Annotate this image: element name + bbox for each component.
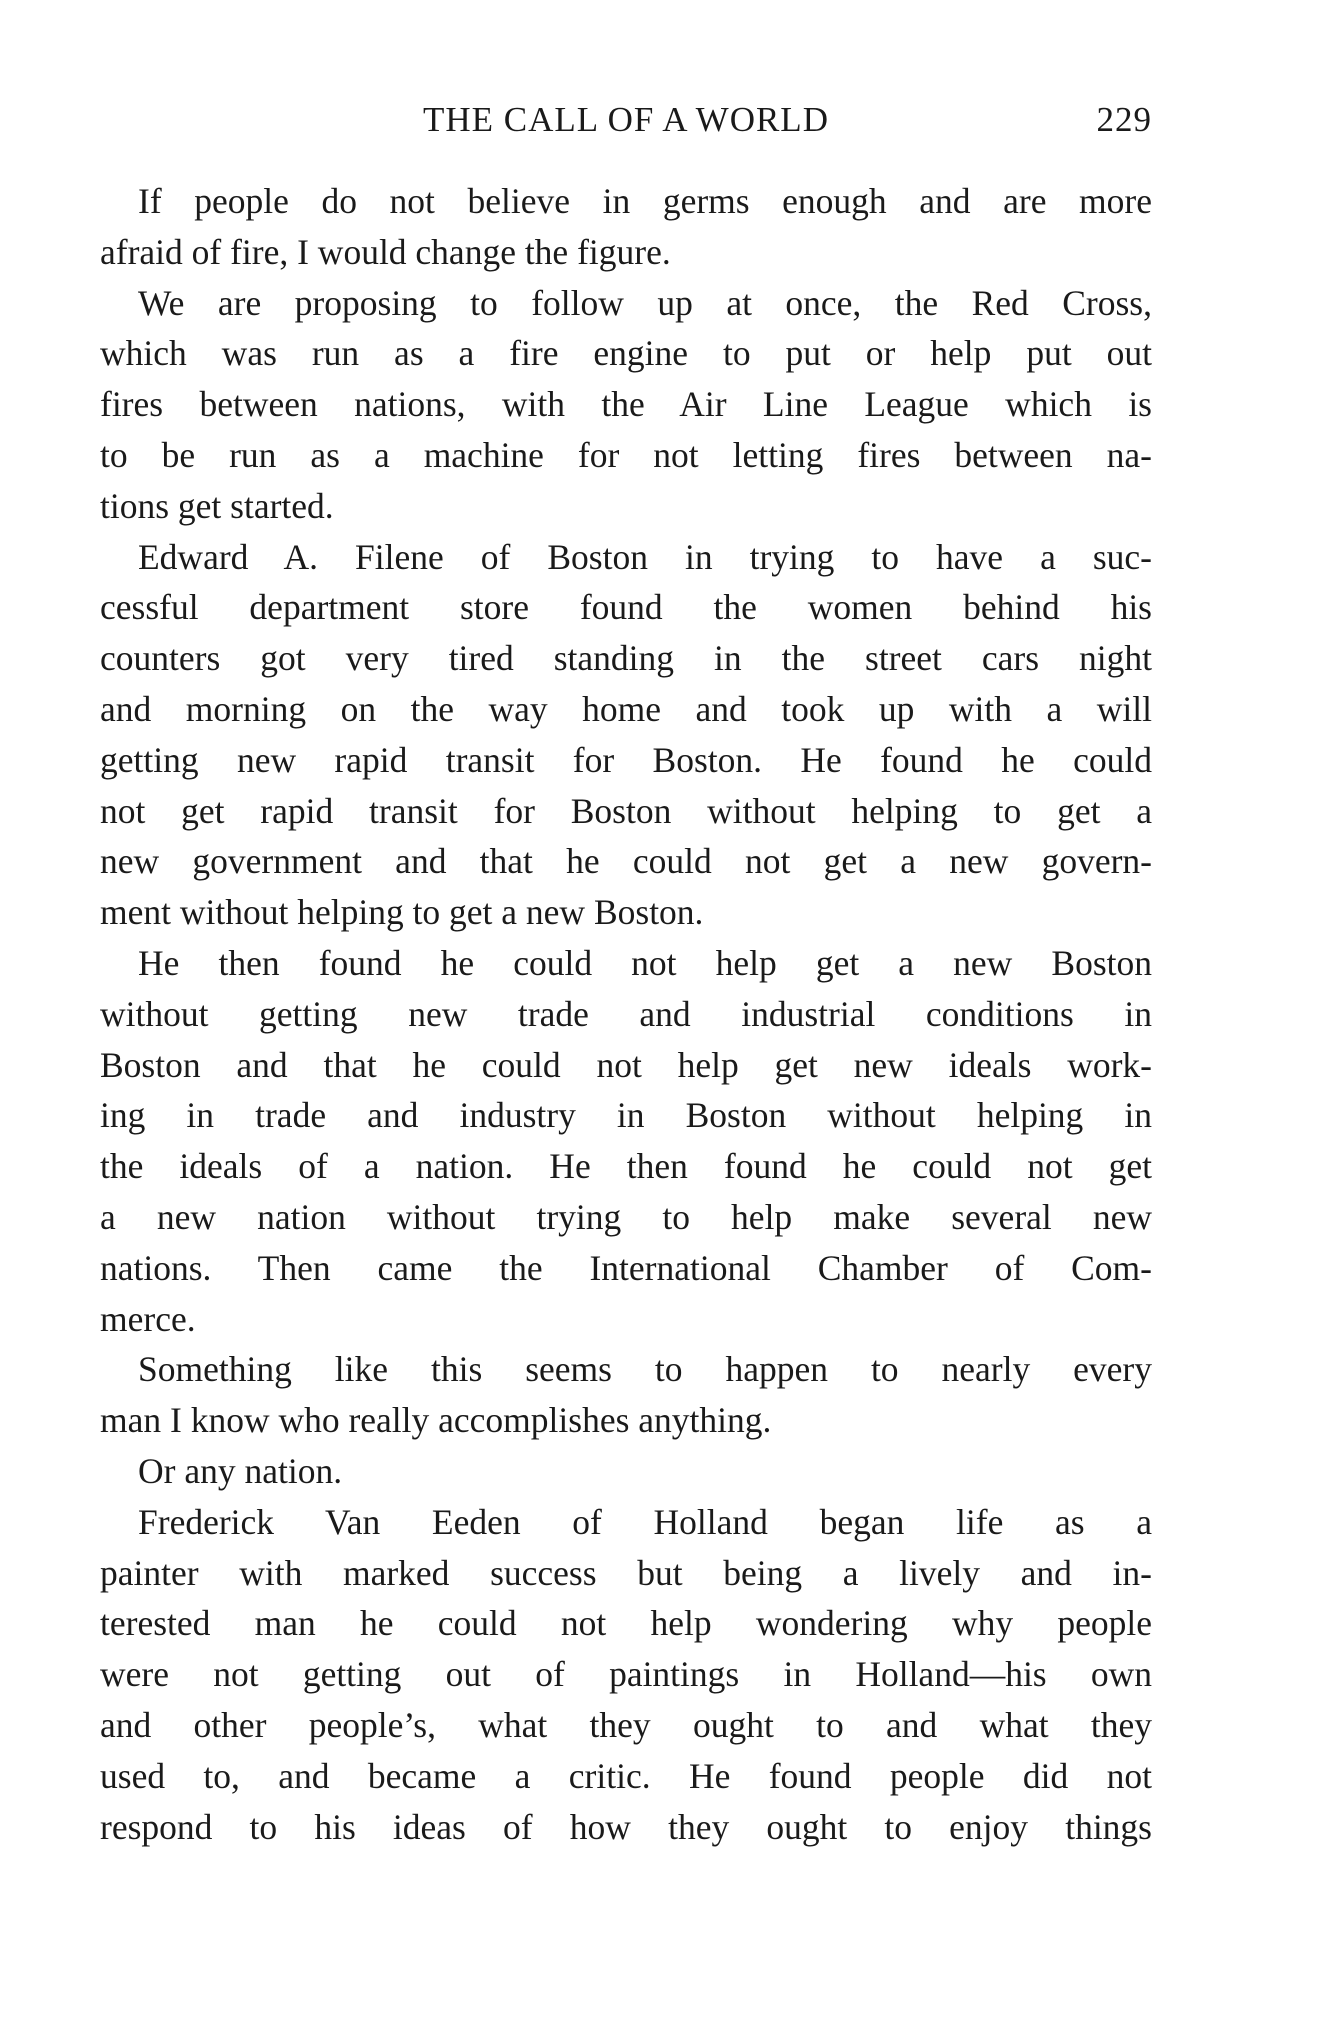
running-head (100, 100, 1152, 160)
text-line: and other people’s, what they ought to and what they (100, 1704, 1152, 1745)
text-line: Frederick Van Eeden of Holland began life as a (138, 1501, 1152, 1542)
text-line: tions get started. (100, 485, 334, 526)
text-line: We are proposing to follow up at once, the Red Cross, (138, 282, 1152, 323)
body-text (100, 176, 1152, 1852)
text-line: counters got very tired standing in the street cars night (100, 638, 1152, 679)
text-line: terested man he could not help wondering why people (100, 1603, 1152, 1644)
text-line: Boston and that he could not help get new ideals work- (100, 1044, 1152, 1085)
text-line: used to, and became a critic. He found people did not (100, 1755, 1152, 1796)
text-line: to be run as a machine for not letting fires between na- (100, 434, 1152, 475)
text-line: painter with marked success but being a lively and in- (100, 1552, 1152, 1593)
page-number: 229 (1096, 100, 1152, 139)
text-line: a new nation without trying to help make several new (100, 1196, 1152, 1237)
text-line: new government and that he could not get a new govern- (100, 841, 1152, 882)
text-line: ment without helping to get a new Boston. (100, 892, 704, 933)
text-line: respond to his ideas of how they ought to enjoy things (100, 1806, 1152, 1847)
text-line: were not getting out of paintings in Holland—his own (100, 1654, 1152, 1695)
text-line: merce. (100, 1298, 196, 1339)
text-line: If people do not believe in germs enough and are more (138, 181, 1152, 221)
text-line: cessful department store found the women behind his (100, 587, 1152, 628)
text-line: getting new rapid transit for Boston. He found he could (100, 739, 1152, 780)
text-line: Edward A. Filene of Boston in trying to have a suc- (138, 536, 1152, 577)
text-line: afraid of fire, I would change the figure. (100, 231, 671, 272)
text-line: the ideals of a nation. He then found he could not get (100, 1146, 1152, 1187)
text-line: Something like this seems to happen to nearly every (138, 1349, 1152, 1390)
text-line: Or any nation. (138, 1450, 343, 1491)
text-line: which was run as a fire engine to put or help put out (100, 333, 1152, 374)
text-line: man I know who really accomplishes anything. (100, 1400, 772, 1441)
text-line: fires between nations, with the Air Line League which is (100, 384, 1152, 425)
text-line: He then found he could not help get a new Boston (138, 942, 1152, 983)
book-page (100, 100, 1152, 1847)
running-title: THE CALL OF A WORLD (423, 100, 829, 139)
text-line: and morning on the way home and took up with a will (100, 688, 1152, 729)
text-line: not get rapid transit for Boston without helping to get a (100, 790, 1152, 831)
text-line: nations. Then came the International Chamber of Com- (100, 1247, 1152, 1288)
text-line: ing in trade and industry in Boston without helping in (100, 1095, 1152, 1136)
text-line: without getting new trade and industrial conditions in (100, 993, 1152, 1034)
